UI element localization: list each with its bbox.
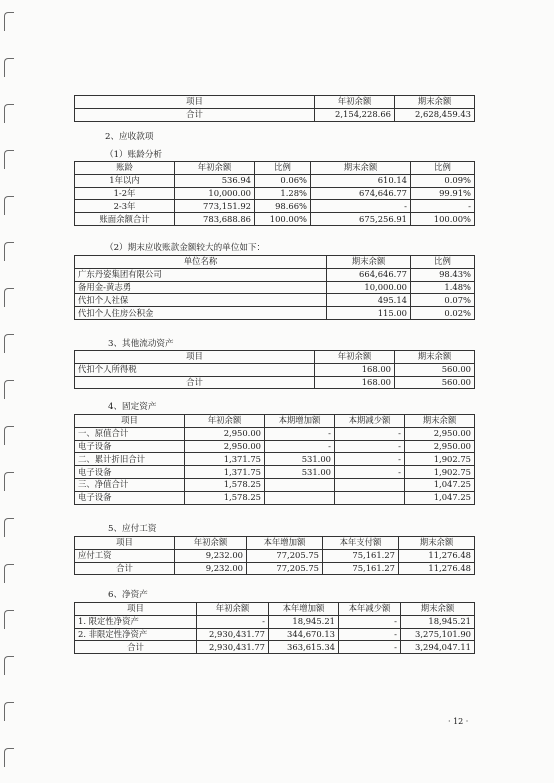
table-cell: 2-3年 [75,200,175,213]
table-row [75,174,475,187]
table-cell: 18,945.21 [401,615,475,628]
table-cell: 77,205.75 [247,562,323,575]
table-cell: 备用金-黄志勇 [75,281,327,294]
table-cell: 二、累计折旧合计 [75,453,185,466]
table-cell: 664,646.77 [327,268,411,281]
subsection-heading: （2）期末应收账款金额较大的单位如下： [105,243,266,253]
section-heading: 3、其他流动资产 [108,339,174,349]
table-cell: 1.28% [255,187,311,200]
table-cell: 495.14 [327,294,411,307]
section-heading: 2、应收款项 [105,132,154,142]
table-row [75,268,475,281]
table-row [75,641,475,654]
table-cell: 三、净值合计 [75,478,185,491]
table-cell: 代扣个人社保 [75,294,327,307]
table-row [75,294,475,307]
table-row [75,427,475,440]
subsection-heading: （1）账龄分析 [105,150,163,160]
net-assets-table [74,602,475,654]
table-cell: 2,950.00 [185,440,265,453]
binding-mark [4,472,14,491]
section-heading: 6、净资产 [108,590,148,600]
table-cell: 783,688.86 [175,213,255,226]
binding-mark [4,426,14,445]
table-cell: 11,276.48 [399,562,475,575]
binding-mark [4,656,14,675]
table-cell: 610.14 [311,174,411,187]
summary-table [74,95,475,122]
large-receivables-table [74,255,475,320]
table-cell: 应付工资 [75,549,175,562]
column-header: 账龄 [75,162,175,175]
table-cell: 98.66% [255,200,311,213]
table-header-row [75,351,475,364]
binding-mark [4,564,14,583]
table-header-row [75,603,475,616]
column-header: 期末余额 [401,603,475,616]
table-cell: 代扣个人所得税 [75,363,315,376]
table-cell: 10,000.00 [327,281,411,294]
column-header: 本年支付额 [323,537,399,550]
table-row [75,187,475,200]
table-cell: - [311,200,411,213]
table-cell: 18,945.21 [269,615,339,628]
table-row [75,363,475,376]
table-cell: 0.09% [411,174,475,187]
fixed-assets-table [74,414,475,505]
table-cell: 合计 [75,641,197,654]
table-cell: - [335,466,405,479]
column-header: 年初余额 [175,537,247,550]
table-cell: 674,646.77 [311,187,411,200]
column-header: 年初余额 [185,415,265,428]
binding-margin [4,0,20,783]
column-header: 年初余额 [175,162,255,175]
table-cell [265,478,335,491]
table-cell: - [335,440,405,453]
binding-mark [4,58,14,77]
payroll-table [74,536,475,575]
table-row [75,108,475,121]
table-cell: 3,294,047.11 [401,641,475,654]
table-cell: 168.00 [315,363,395,376]
table-cell: - [411,200,475,213]
column-header: 年初余额 [197,603,269,616]
table-row [75,615,475,628]
column-header: 期末余额 [327,256,411,269]
column-header: 本年增加额 [269,603,339,616]
table-cell: 1,047.25 [405,478,475,491]
table-cell: 账面余额合计 [75,213,175,226]
section-heading: 4、固定资产 [108,402,157,412]
table-cell: 2,950.00 [405,440,475,453]
table-cell: 98.43% [411,268,475,281]
table-cell: 电子设备 [75,440,185,453]
table-cell: 0.02% [411,307,475,320]
table-cell: 1,371.75 [185,466,265,479]
aging-table [74,161,475,226]
table-cell: 1,578.25 [185,491,265,504]
table-cell: 9,232.00 [175,549,247,562]
column-header: 项目 [75,415,185,428]
table-cell: 10,000.00 [175,187,255,200]
table-cell [335,491,405,504]
column-header: 期末余额 [395,351,475,364]
table-cell: 合计 [75,108,315,121]
table-cell: 77,205.75 [247,549,323,562]
table-cell: 2,930,431.77 [197,641,269,654]
table-row [75,376,475,389]
table-cell: - [335,453,405,466]
table-cell: 合计 [75,376,315,389]
table-cell: 560.00 [395,363,475,376]
table-cell: 1. 限定性净资产 [75,615,197,628]
table-cell: - [339,641,401,654]
binding-mark [4,150,14,169]
table-row [75,200,475,213]
table-cell: 1年以内 [75,174,175,187]
column-header: 期末余额 [311,162,411,175]
table-row [75,281,475,294]
column-header: 项目 [75,603,197,616]
binding-mark [4,288,14,307]
column-header: 本年减少额 [339,603,401,616]
table-header-row [75,537,475,550]
table-cell: 电子设备 [75,491,185,504]
table-cell: 531.00 [265,453,335,466]
table-cell: 2. 非限定性净资产 [75,628,197,641]
table-cell: 168.00 [315,376,395,389]
table-cell: 99.91% [411,187,475,200]
table-cell: 9,232.00 [175,562,247,575]
table-cell: - [265,440,335,453]
table-row [75,440,475,453]
table-cell: 代扣个人住房公积金 [75,307,327,320]
binding-mark [4,196,14,215]
table-cell: 2,628,459.43 [395,108,475,121]
table-cell [265,491,335,504]
table-cell: 115.00 [327,307,411,320]
table-cell: 773,151.92 [175,200,255,213]
column-header: 项目 [75,96,315,109]
column-header: 期末余额 [399,537,475,550]
table-cell: 1,902.75 [405,453,475,466]
table-row [75,307,475,320]
table-cell: 3,275,101.90 [401,628,475,641]
table-cell: - [197,615,269,628]
table-header-row [75,415,475,428]
column-header: 单位名称 [75,256,327,269]
binding-mark [4,610,14,629]
table-row [75,453,475,466]
table-cell: 531.00 [265,466,335,479]
binding-mark [4,242,14,261]
table-cell: - [339,615,401,628]
table-cell: 1-2年 [75,187,175,200]
page-number: · 12 · [448,717,469,726]
table-cell: 1.48% [411,281,475,294]
table-cell: 2,154,228.66 [315,108,395,121]
table-row [75,478,475,491]
binding-mark [4,518,14,537]
column-header: 本年增加额 [247,537,323,550]
table-cell: - [339,628,401,641]
column-header: 项目 [75,537,175,550]
table-cell: 0.06% [255,174,311,187]
table-cell [335,478,405,491]
table-header-row [75,162,475,175]
table-cell: 560.00 [395,376,475,389]
table-row [75,491,475,504]
binding-mark [4,104,14,123]
table-cell: - [335,427,405,440]
table-cell: 11,276.48 [399,549,475,562]
table-cell: 344,670.13 [269,628,339,641]
table-cell: 675,256.91 [311,213,411,226]
column-header: 比例 [411,256,475,269]
table-cell: 75,161.27 [323,549,399,562]
table-cell: 100.00% [255,213,311,226]
column-header: 本期减少额 [335,415,405,428]
binding-mark [4,702,14,721]
table-cell: 536.94 [175,174,255,187]
table-cell: 电子设备 [75,466,185,479]
table-row [75,466,475,479]
table-row [75,628,475,641]
table-row [75,562,475,575]
table-header-row [75,256,475,269]
other-current-assets-table [74,350,475,389]
table-cell: 363,615.34 [269,641,339,654]
table-cell: 0.07% [411,294,475,307]
column-header: 年初余额 [315,96,395,109]
column-header: 比例 [411,162,475,175]
table-cell: 1,902.75 [405,466,475,479]
column-header: 比例 [255,162,311,175]
table-cell: 2,950.00 [405,427,475,440]
column-header: 项目 [75,351,315,364]
table-cell: 100.00% [411,213,475,226]
column-header: 本期增加额 [265,415,335,428]
binding-mark [4,380,14,399]
table-cell: 2,950.00 [185,427,265,440]
column-header: 年初余额 [315,351,395,364]
binding-mark [4,12,14,31]
table-cell: 合计 [75,562,175,575]
table-cell: 2,930,431.77 [197,628,269,641]
binding-mark [4,748,14,767]
binding-mark [4,334,14,353]
table-cell: 一、原值合计 [75,427,185,440]
table-cell: - [265,427,335,440]
table-row [75,213,475,226]
table-cell: 1,371.75 [185,453,265,466]
table-cell: 75,161.27 [323,562,399,575]
table-cell: 1,047.25 [405,491,475,504]
column-header: 期末余额 [395,96,475,109]
table-header-row [75,96,475,109]
table-row [75,549,475,562]
table-cell: 1,578.25 [185,478,265,491]
column-header: 期末余额 [405,415,475,428]
table-cell: 广东丹姿集团有限公司 [75,268,327,281]
section-heading: 5、应付工资 [108,524,157,534]
